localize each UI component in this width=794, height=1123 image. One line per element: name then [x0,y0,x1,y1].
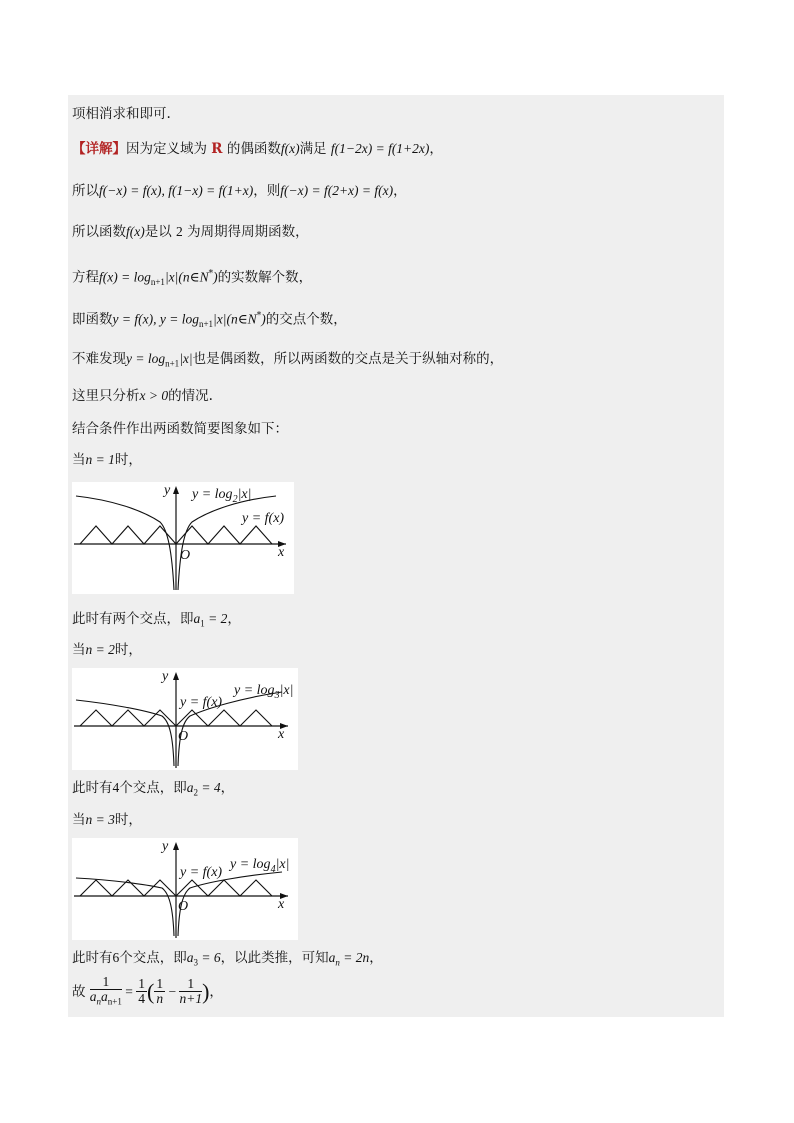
origin-label: O [178,899,189,914]
origin-label: O [180,548,191,563]
f-curve-label: y = f(x) [242,511,285,526]
graph-n3 [72,838,298,940]
line-3: 所以f(−x) = f(x), f(1−x) = f(1+x)，则f(−x) = f(2+x) = f(x)， [72,183,407,199]
line-14: 当n = 3时， [72,812,142,828]
log-curve-label: $y = \log_2|x|$ [192,487,252,505]
log-curve-label: $y = \log_3|x|$ [234,683,294,701]
f-curve-label: y = f(x) [180,695,223,710]
line-16: 故 $\frac{1}{a_na_{n+1}}$ = $\frac{1}{4}$ ( $\frac{1}{n}$ − $\frac{1}{n+1}$ )， [72,974,223,1007]
fraction-3: $\frac{1}{n}$ [156,976,164,1007]
axis-y-label: y [164,483,171,498]
line-8: 这里只分析x > 0的情况. [72,388,213,404]
fraction-4: $\frac{1}{n+1}$ [179,976,203,1007]
line-1: 项相消求和即可. [72,106,171,122]
detail-tag: 【详解】 [72,141,126,157]
line-9: 结合条件作出两函数简要图象如下： [72,421,288,437]
line-12: 当n = 2时， [72,642,142,658]
line-15: 此时有6个交点，即$a_3 = 6$，以此类推，可知$a_n = 2n$， [72,950,383,968]
fraction-1: $\frac{1}{a_na_{n+1}}$ [89,974,122,1007]
line-2: 【详解】因为定义域为 R 的偶函数f(x)满足 f(1−2x) = f(1+2x)， [72,141,443,157]
fraction-2: $\frac{1}{4}$ [138,976,145,1007]
log-curve-label: $y = \log_4|x|$ [230,857,290,875]
line-11: 此时有两个交点，即$a_1 = 2$， [72,611,241,629]
graph-n2 [72,668,298,770]
line-4: 所以函数f(x)是以 2 为周期得周期函数， [72,224,309,240]
graph-n1 [72,482,294,594]
axis-y-label: y [162,839,169,854]
axis-x-label: x [278,897,285,912]
origin-label: O [178,729,189,744]
axis-x-label: x [278,545,285,560]
line-13: 此时有4个交点，即$a_2 = 4$， [72,780,235,798]
axis-y-label: y [162,669,169,684]
axis-x-label: x [278,727,285,742]
line-6: 即函数y = f(x), $y = \log_{n+1}|x|(n\in N^*)$的交点个数， [72,311,347,330]
f-curve-label: y = f(x) [180,865,223,880]
line-7: 不难发现$y = \log_{n+1}|x|$也是偶函数，所以两函数的交点是关于纵轴对称的， [72,351,504,369]
solution-content [68,95,724,1017]
line-10: 当n = 1时， [72,452,142,468]
line-5: 方程$f(x) = \log_{n+1}|x|(n\in N^*)$的实数解个数， [72,269,313,288]
